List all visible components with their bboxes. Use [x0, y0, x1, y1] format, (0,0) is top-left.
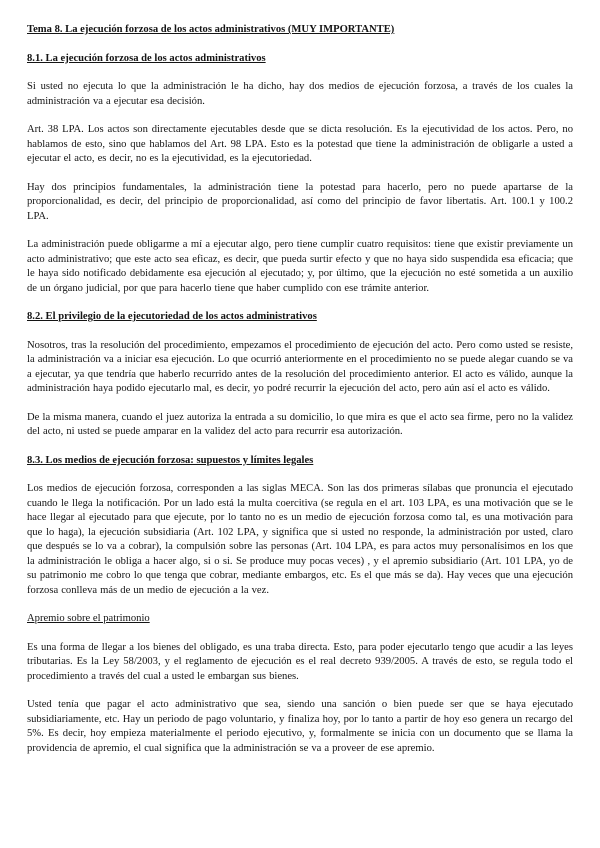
paragraph: La administración puede obligarme a mí a ejecutar algo, pero tiene cumplir cuatro requisitos: tiene que existir previamente un acto administrativo; que este acto sea eficaz, es decir, que pueda surtir efecto y que no haya sido suspendida esa eficacia; que le haya sido notificado debidamente esa ejecución al ejecutado; y, por último, que la ejecución no esté sometida a un auxilio de un órgano judicial, por que para hacerlo tiene que haber cumplido con ese trámite anterior.	[27, 239, 573, 294]
section-heading-8-2: 8.2. El privilegio de la ejecutoriedad de los actos administrativos	[27, 311, 317, 322]
section-heading-8-1: 8.1. La ejecución forzosa de los actos administrativos	[27, 52, 266, 64]
paragraph: Hay dos principios fundamentales, la administración tiene la potestad para hacerlo, pero no puede apartarse de la proporcionalidad, es decir, del principio de proporcionalidad, así como del principio de favor libertatis. Art. 100.1 y 100.2 LPA.	[27, 181, 573, 222]
document-title: Tema 8. La ejecución forzosa de los actos administrativos (MUY IMPORTANTE)	[27, 24, 395, 35]
section-heading-8-3: 8.3. Los medios de ejecución forzosa: supuestos y límites legales	[27, 454, 314, 466]
paragraph: Si usted no ejecuta lo que la administración le ha dicho, hay dos medios de ejecución forzosa, a través de los cuales la administración va a ejecutar esa decisión.	[27, 81, 573, 107]
paragraph: Nosotros, tras la resolución del procedimiento, empezamos el procedimiento de ejecución del acto. Pero como usted se resiste, la administración va a iniciar esa ejecución. Lo que ocurrió anteriormente en el procedimiento no se puede alegar cuando se va a ejecutar, ya que tendría que haberlo recurrido antes de la resolución del procedimiento anterior. El acto es válido, aunque la administración haya podido ejecutarlo mal, es decir, yo podré recurrir la ejecución del acto, pero aún así el acto es válido.	[27, 339, 573, 394]
paragraph: De la misma manera, cuando el juez autoriza la entrada a su domicilio, lo que mira es que el acto sea firme, pero no la validez del acto, ni usted se puede amparar en la validez del acto para recurrir esa autorización.	[27, 411, 573, 437]
subsection-heading-apremio: Apremio sobre el patrimonio	[27, 613, 150, 624]
paragraph: Usted tenía que pagar el acto administrativo que sea, siendo una sanción o bien puede ser que se haya ejecutado subsidiariamente, etc. Hay un periodo de pago voluntario, y finaliza hoy, por lo tanto a partir de hoy eso genera un recargo del 5%. Es decir, hoy empieza materialmente el periodo ejecutivo, y, formalmente se inicia con un documento que se llama la providencia de apremio, el cual significa que la administración se va a proveer de ese apremio.	[27, 699, 573, 754]
paragraph: Art. 38 LPA. Los actos son directamente ejecutables desde que se dicta resolución. Es la ejecutividad de los actos. Pero, no hablamos de esto, sino que hablamos del Art. 98 LPA. Esto es la potestad que tiene la administración de obligarle a usted a ejecutar el acto, es decir, no es la ejecutividad, es la ejecutoriedad.	[27, 124, 573, 164]
paragraph: Los medios de ejecución forzosa, corresponden a las siglas MECA. Son las dos primeras sílabas que pronuncia el ejecutado cuando le llega la notificación. Por un lado está la multa coercitiva (se regula en el art. 103 LPA, es una motivación que se le hace llegar al ejecutado para que ejecute, por lo tanto no es un medio de ejecución forzosa como tal, es una motivación para que lo haga), la ejecución subsidiaria (Art. 102 LPA, y significa que si usted no responde, la administración por usted, claro que después se lo va a cobrar), la compulsión sobre las personas (Art. 104 LPA, es para actos muy personalísimos en los que la administración le obliga a hacer algo, si o si. Se produce muy pocas veces) , y el apremio subsidiario (Art. 101 LPA, yo de su patrimonio me cobro lo que tenga que cobrar, mediante embargos, etc. Es el que más se da). Hay veces que una ejecución forzosa conlleva más de un medio de ejecución a la vez.	[27, 483, 573, 596]
paragraph: Es una forma de llegar a los bienes del obligado, es una traba directa. Esto, para poder ejecutarlo tengo que acudir a las leyes tributarias. Es la Ley 58/2003, y el reglamento de ejecución es el real decreto 939/2005. A través de esto, se regula todo el procedimiento a través del cual a usted le embargan sus bienes.	[27, 641, 573, 682]
